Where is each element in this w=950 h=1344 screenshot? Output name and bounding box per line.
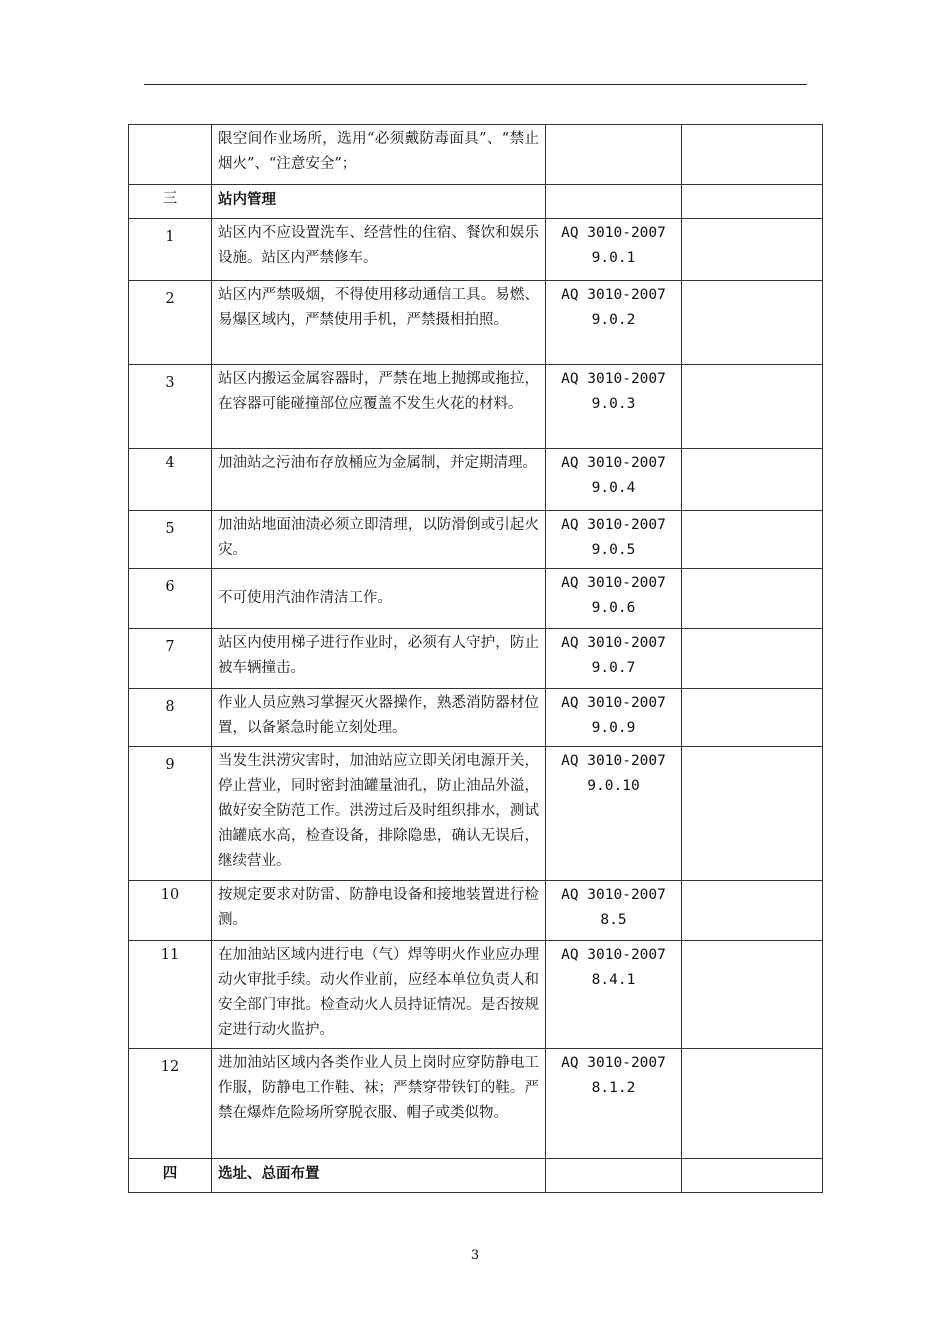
table-row [129, 1049, 823, 1159]
row-number: 9 [129, 747, 212, 881]
result-cell [682, 1049, 823, 1159]
row-number: 1 [129, 219, 212, 281]
page-number: 3 [470, 1248, 480, 1263]
row-content: 不可使用汽油作清洁工作。 [212, 569, 546, 629]
result-cell [682, 125, 823, 185]
table-row [129, 689, 823, 747]
table-row [129, 629, 823, 689]
row-basis: AQ 3010-2007 9.0.5 [546, 511, 682, 569]
checklist-table [128, 124, 823, 1193]
row-basis: AQ 3010-2007 8.5 [546, 881, 682, 941]
row-content: 站区内使用梯子进行作业时，必须有人守护，防止被车辆撞击。 [212, 629, 546, 689]
table-row [129, 449, 823, 511]
row-basis: AQ 3010-2007 9.0.3 [546, 365, 682, 449]
row-number: 7 [129, 629, 212, 689]
result-cell [682, 449, 823, 511]
result-cell [682, 881, 823, 941]
section-row [129, 185, 823, 219]
section-number: 四 [129, 1159, 212, 1193]
result-cell [682, 185, 823, 219]
row-basis: AQ 3010-2007 9.0.10 [546, 747, 682, 881]
row-basis: AQ 3010-2007 9.0.7 [546, 629, 682, 689]
result-cell [682, 629, 823, 689]
section-title: 站内管理 [212, 185, 546, 219]
row-number: 11 [129, 941, 212, 1049]
row-content: 站区内严禁吸烟，不得使用移动通信工具。易燃、易爆区域内，严禁使用手机，严禁摄相拍照。 [212, 281, 546, 365]
table-row [129, 219, 823, 281]
content-cell: 限空间作业场所，选用“必须戴防毒面具”、“禁止烟火”、“注意安全”； [212, 125, 546, 185]
row-content: 当发生洪涝灾害时，加油站应立即关闭电源开关，停止营业，同时密封油罐量油孔，防止油品外溢，做好安全防范工作。洪涝过后及时组织排水，测试油罐底水高，检查设备，排除隐患，确认无误后，继续营业。 [212, 747, 546, 881]
table-row [129, 511, 823, 569]
header-rule [144, 84, 807, 85]
number-cell [129, 125, 212, 185]
row-content: 在加油站区域内进行电（气）焊等明火作业应办理动火审批手续。动火作业前，应经本单位负责人和安全部门审批。检查动火人员持证情况。是否按规定进行动火监护。 [212, 941, 546, 1049]
row-basis: AQ 3010-2007 9.0.9 [546, 689, 682, 747]
result-cell [682, 1159, 823, 1193]
row-number: 5 [129, 511, 212, 569]
row-content: 按规定要求对防雷、防静电设备和接地装置进行检测。 [212, 881, 546, 941]
basis-cell [546, 1159, 682, 1193]
table-row [129, 747, 823, 881]
result-cell [682, 569, 823, 629]
section-title: 选址、总面布置 [212, 1159, 546, 1193]
table-row [129, 569, 823, 629]
row-number: 4 [129, 449, 212, 511]
row-content: 站区内不应设置洗车、经营性的住宿、餐饮和娱乐设施。站区内严禁修车。 [212, 219, 546, 281]
row-basis: AQ 3010-2007 9.0.1 [546, 219, 682, 281]
result-cell [682, 941, 823, 1049]
row-number: 3 [129, 365, 212, 449]
continuation-row [129, 125, 823, 185]
section-row [129, 1159, 823, 1193]
row-basis: AQ 3010-2007 9.0.2 [546, 281, 682, 365]
table-row [129, 881, 823, 941]
section-number: 三 [129, 185, 212, 219]
result-cell [682, 365, 823, 449]
result-cell [682, 747, 823, 881]
row-content: 作业人员应熟习掌握灭火器操作，熟悉消防器材位置，以备紧急时能立刻处理。 [212, 689, 546, 747]
row-content: 进加油站区域内各类作业人员上岗时应穿防静电工作服，防静电工作鞋、袜；严禁穿带铁钉的鞋。严禁在爆炸危险场所穿脱衣服、帽子或类似物。 [212, 1049, 546, 1159]
result-cell [682, 219, 823, 281]
row-number: 12 [129, 1049, 212, 1159]
row-basis: AQ 3010-2007 9.0.4 [546, 449, 682, 511]
row-number: 2 [129, 281, 212, 365]
row-number: 10 [129, 881, 212, 941]
row-content: 加油站之污油布存放桶应为金属制，并定期清理。 [212, 449, 546, 511]
row-basis: AQ 3010-2007 8.1.2 [546, 1049, 682, 1159]
row-basis: AQ 3010-2007 8.4.1 [546, 941, 682, 1049]
row-number: 6 [129, 569, 212, 629]
basis-cell [546, 185, 682, 219]
row-content: 加油站地面油渍必须立即清理，以防滑倒或引起火灾。 [212, 511, 546, 569]
table-row [129, 281, 823, 365]
result-cell [682, 281, 823, 365]
result-cell [682, 511, 823, 569]
table-row [129, 365, 823, 449]
row-number: 8 [129, 689, 212, 747]
row-basis: AQ 3010-2007 9.0.6 [546, 569, 682, 629]
table-row [129, 941, 823, 1049]
result-cell [682, 689, 823, 747]
row-content: 站区内搬运金属容器时，严禁在地上抛掷或拖拉，在容器可能碰撞部位应覆盖不发生火花的材料。 [212, 365, 546, 449]
basis-cell [546, 125, 682, 185]
